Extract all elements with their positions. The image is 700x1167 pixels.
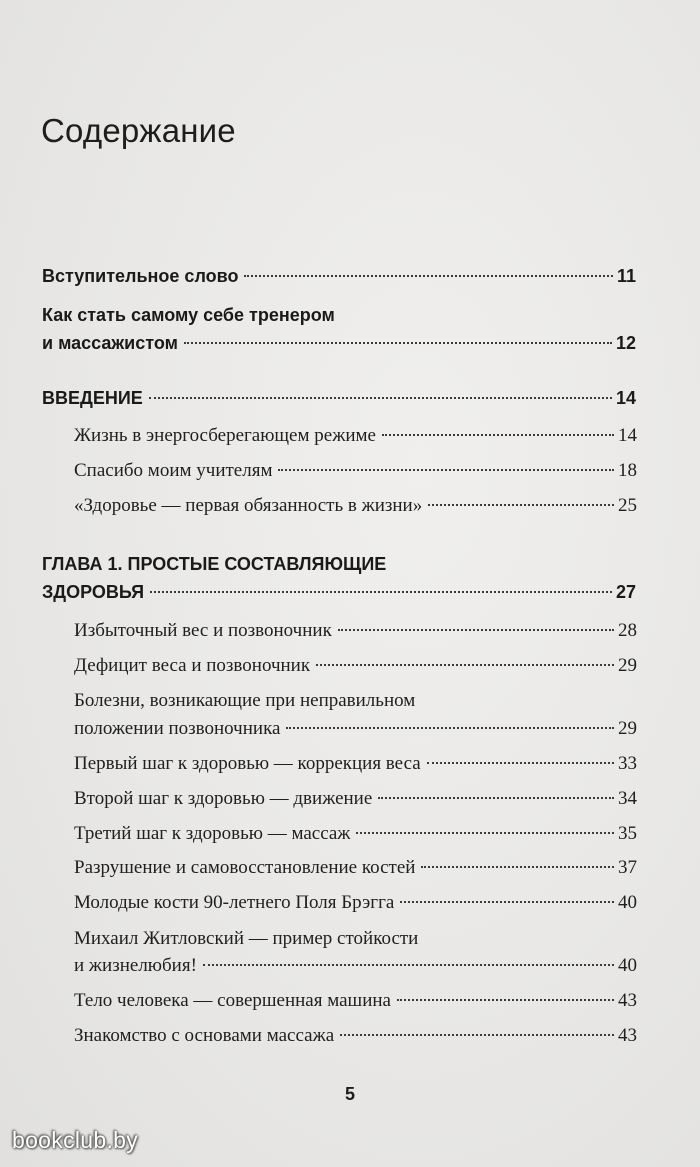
toc-entry-page: 29 xyxy=(618,655,637,676)
toc-entry-label: Молодые кости 90-летнего Поля Брэгга xyxy=(74,892,395,913)
dot-leader xyxy=(203,964,614,966)
toc-entry-label: Разрушение и самовосстановление костей xyxy=(74,857,416,878)
toc-entry-first-step xyxy=(74,753,637,775)
dot-leader xyxy=(184,342,612,344)
toc-entry-page: 14 xyxy=(615,388,636,408)
toc-entry-label: Избыточный вес и позвоночник xyxy=(74,620,332,641)
toc-entry-zhitlovsky xyxy=(74,955,637,977)
toc-entry-page: 29 xyxy=(618,718,637,739)
toc-entry-intro-word xyxy=(42,266,636,287)
toc-entry-massage-basics xyxy=(74,1025,637,1047)
toc-entry-bragg xyxy=(74,892,637,914)
toc-entry-label: Вступительное слово xyxy=(42,266,239,286)
toc-entry-page: 33 xyxy=(618,753,637,774)
toc-entry-weight-deficit xyxy=(74,655,637,677)
dot-leader xyxy=(397,999,614,1001)
toc-entry-diseases-line1: Болезни, возникающие при неправильном xyxy=(74,690,416,711)
toc-entry-page: 14 xyxy=(618,425,637,446)
dot-leader xyxy=(150,591,612,593)
toc-entry-page: 40 xyxy=(618,892,637,913)
toc-entry-page: 34 xyxy=(618,788,637,809)
toc-entry-label: Спасибо моим учителям xyxy=(74,460,273,481)
dot-leader xyxy=(340,1034,614,1036)
toc-entry-energy-saving xyxy=(74,425,637,447)
toc-entry-label: Третий шаг к здоровью — массаж xyxy=(74,823,351,844)
dot-leader xyxy=(421,866,614,868)
dot-leader xyxy=(356,832,614,834)
toc-entry-chapter1-line1: ГЛАВА 1. ПРОСТЫЕ СОСТАВЛЯЮЩИЕ xyxy=(42,554,387,574)
toc-entry-label: и жизнелюбия! xyxy=(74,955,197,976)
toc-entry-second-step xyxy=(74,788,637,810)
toc-entry-page: 27 xyxy=(615,582,636,602)
dot-leader xyxy=(149,397,612,399)
toc-entry-label: Первый шаг к здоровью — коррекция веса xyxy=(74,753,421,774)
toc-entry-page: 40 xyxy=(618,955,637,976)
toc-entry-label: Тело человека — совершенная машина xyxy=(74,990,391,1011)
dot-leader xyxy=(427,762,614,764)
toc-entry-thanks-teachers xyxy=(74,460,637,482)
toc-entry-human-body xyxy=(74,990,637,1012)
toc-entry-label: Жизнь в энергосберегающем режиме xyxy=(74,425,376,446)
toc-entry-label: «Здоровье — первая обязанность в жизни» xyxy=(74,495,423,516)
dot-leader xyxy=(338,629,614,631)
toc-entry-page: 37 xyxy=(618,857,637,878)
toc-entry-excess-weight xyxy=(74,620,637,642)
toc-entry-health-duty xyxy=(74,495,637,517)
toc-entry-page: 11 xyxy=(616,266,636,286)
page-number: 5 xyxy=(344,1084,355,1104)
dot-leader xyxy=(400,901,614,903)
page-title: Содержание xyxy=(41,112,236,149)
toc-entry-label: Второй шаг к здоровью — движение xyxy=(74,788,373,809)
toc-entry-page: 43 xyxy=(618,1025,637,1046)
watermark-logo: bookclub.by xyxy=(12,1127,139,1153)
toc-entry-page: 25 xyxy=(618,495,637,516)
dot-leader xyxy=(286,727,614,729)
toc-entry-page: 35 xyxy=(618,823,637,844)
toc-entry-label: и массажистом xyxy=(42,333,178,353)
toc-entry-label: Знакомство с основами массажа xyxy=(74,1025,335,1046)
toc-entry-label: Дефицит веса и позвоночник xyxy=(74,655,311,676)
toc-entry-third-step xyxy=(74,823,637,845)
toc-entry-label: ЗДОРОВЬЯ xyxy=(42,582,145,602)
toc-entry-page: 12 xyxy=(615,333,636,353)
dot-leader xyxy=(378,797,614,799)
toc-entry-bones xyxy=(74,857,637,879)
toc-entry-label: ВВЕДЕНИЕ xyxy=(42,388,143,408)
toc-entry-chapter1 xyxy=(42,582,636,603)
toc-entry-trainer xyxy=(42,333,636,354)
toc-entry-page: 43 xyxy=(618,990,637,1011)
dot-leader xyxy=(382,434,614,436)
dot-leader xyxy=(316,664,614,666)
toc-entry-diseases xyxy=(74,718,637,740)
toc-entry-zhitlovsky-line1: Михаил Житловский — пример стойкости xyxy=(74,928,419,949)
toc-entry-page: 28 xyxy=(618,620,637,641)
dot-leader xyxy=(244,275,613,277)
dot-leader xyxy=(278,469,614,471)
dot-leader xyxy=(428,504,614,506)
toc-entry-label: положении позвоночника xyxy=(74,718,281,739)
toc-entry-trainer-line1: Как стать самому себе тренером xyxy=(42,305,335,325)
toc-entry-page: 18 xyxy=(618,460,637,481)
toc-entry-introduction xyxy=(42,388,636,409)
